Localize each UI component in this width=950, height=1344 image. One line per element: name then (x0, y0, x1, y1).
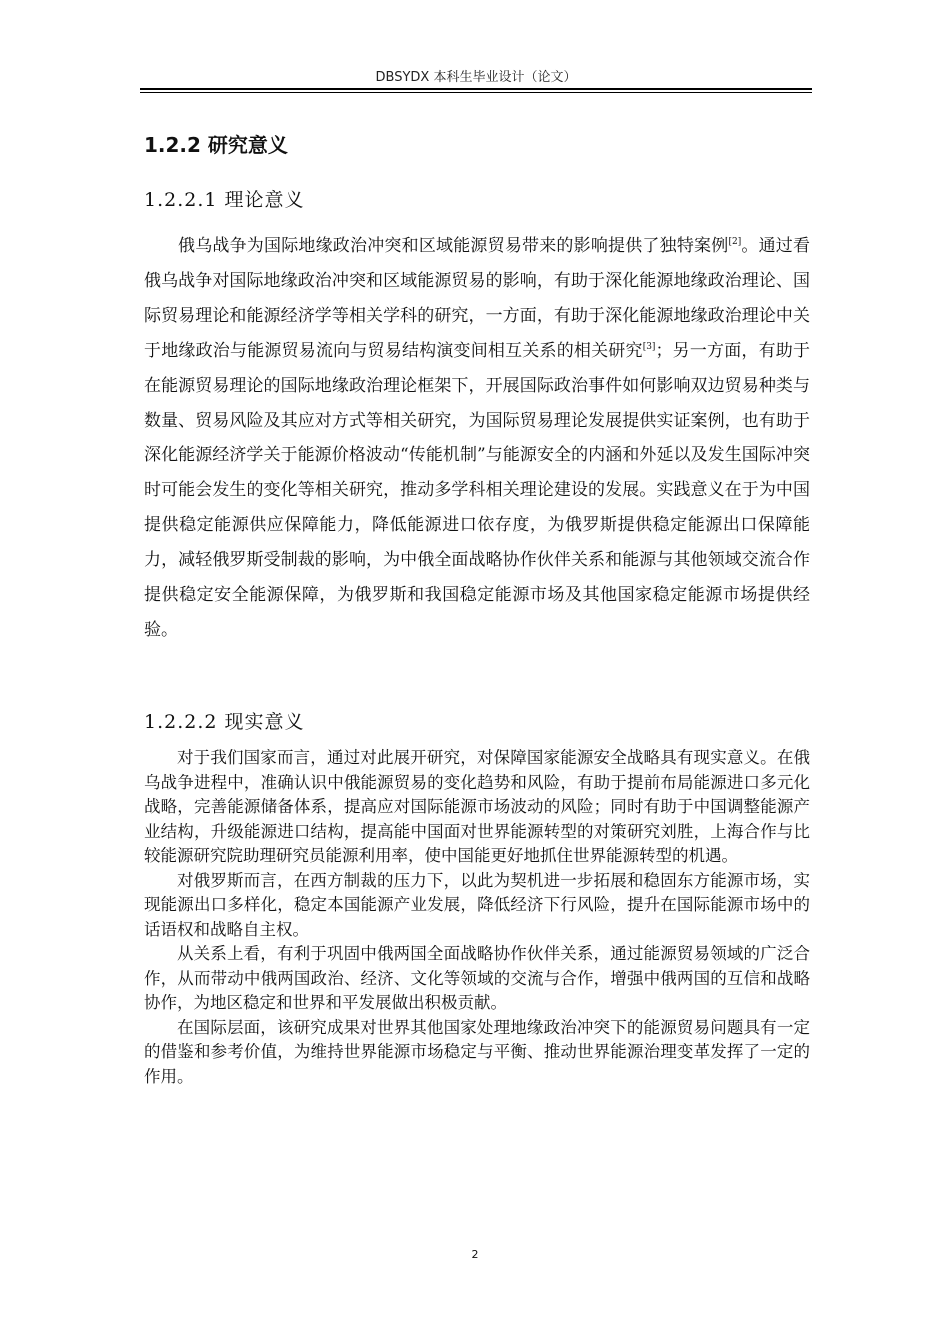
citation-2: [2] (728, 237, 742, 247)
theory-paragraph (144, 229, 810, 648)
theory-text-c: ；另一方面，有助于在能源贸易理论的国际地缘政治理论框架下，开展国际政治事件如何影响双边贸易种类与数量、贸易风险及其应对方式等相关研究，为国际贸易理论发展提供实证案例，也有助于深化能源经济学关于能源价格波动“传能机制”与能源安全的内涵和外延以及发生国际冲突时可能会发生的变化等相关研究，推动多学科相关理论建设的发展。实践意义在于为中国提供稳定能源供应保障能力，降低能源进口依存度，为俄罗斯提供稳定能源出口保障能力，减轻俄罗斯受制裁的影响，为中俄全面战略协作伙伴关系和能源与其他领域交流合作提供稳定安全能源保障，为俄罗斯和我国稳定能源市场及其他国家稳定能源市场提供经验。 (144, 340, 811, 640)
running-header: DBSYDX 本科生毕业设计（论文） (375, 70, 577, 85)
subsection-heading-theory: 1.2.2.1 理论意义 (144, 189, 305, 211)
page-number: 2 (471, 1248, 479, 1261)
header-rule-thick (140, 88, 812, 90)
practice-paragraph: 对俄罗斯而言，在西方制裁的压力下，以此为契机进一步拓展和稳固东方能源市场，实现能源出口多样化，稳定本国能源产业发展，降低经济下行风险，提升在国际能源市场中的话语权和战略自主权。 (144, 870, 810, 939)
header-rule-thin (140, 92, 812, 93)
practice-paragraph: 对于我们国家而言，通过对此展开研究，对保障国家能源安全战略具有现实意义。在俄乌战争进程中，准确认识中俄能源贸易的变化趋势和风险，有助于提前布局能源进口多元化战略，完善能源储备体系，提高应对国际能源市场波动的风险；同时有助于中国调整能源产业结构，升级能源进口结构，提高能中国面对世界能源转型的对策研究刘胜，上海合作与比较能源研究院助理研究员能源利用率，使中国能更好地抓住世界能源转型的机遇。 (144, 748, 810, 865)
practice-paragraph: 从关系上看，有利于巩固中俄两国全面战略协作伙伴关系，通过能源贸易领域的广泛合作，从而带动中俄两国政治、经济、文化等领域的交流与合作，增强中俄两国的互信和战略协作，为地区稳定和世界和平发展做出积极贡献。 (144, 944, 810, 1012)
section-heading: 1.2.2 研究意义 (144, 133, 288, 157)
subsection-heading-practice: 1.2.2.2 现实意义 (144, 711, 305, 733)
practice-paragraph: 在国际层面，该研究成果对世界其他国家处理地缘政治冲突下的能源贸易问题具有一定的借鉴和参考价值，为维持世界能源市场稳定与平衡、推动世界能源治理变革发挥了一定的作用。 (144, 1017, 810, 1086)
theory-text-b: 。通过看俄乌战争对国际地缘政治冲突和区域能源贸易的影响，有助于深化能源地缘政治理论、国际贸易理论和能源经济学等相关学科的研究，一方面，有助于深化能源地缘政治理论中关于地缘政治与能源贸易流向与贸易结构演变间相互关系的相关研究 (144, 236, 811, 361)
theory-text-a: 俄乌战争为国际地缘政治冲突和区域能源贸易带来的影响提供了独特案例 (178, 236, 729, 256)
citation-3: [3] (642, 341, 656, 352)
practice-body (144, 746, 810, 1089)
